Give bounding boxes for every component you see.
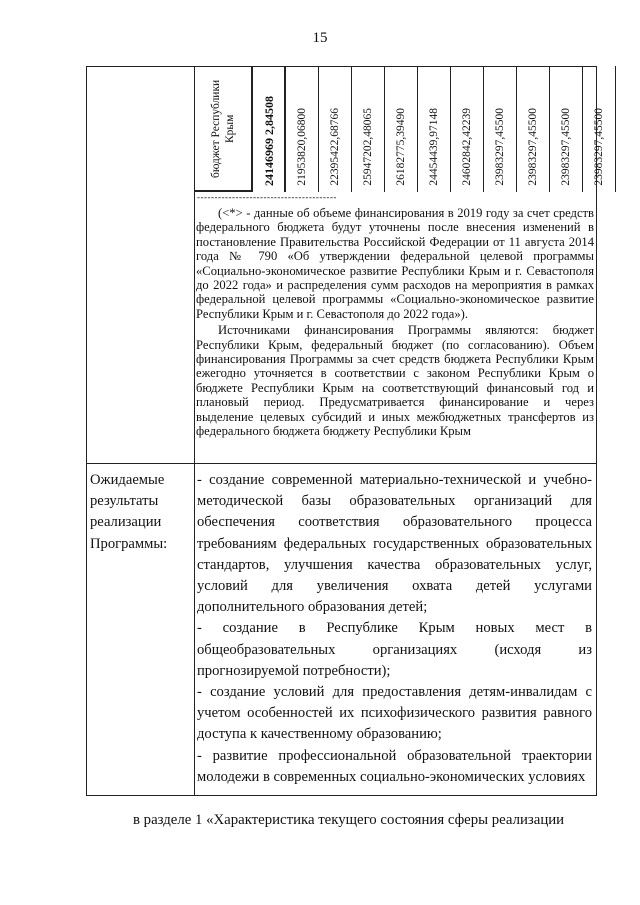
financing-notes <box>196 206 594 439</box>
budget-value: 25947202,48065 <box>362 108 374 186</box>
result-item: - развитие профессиональной образовательной траектории молодежи в современных социально-экономических условиях <box>197 747 592 785</box>
budget-cell <box>319 66 352 192</box>
budget-cell <box>451 66 484 192</box>
budget-cell <box>484 66 517 192</box>
financing-sources-paragraph: Источниками финансирования Программы являются: бюджет Республики Крым, федеральный бюджет (по согласованию). Объем финансирования Программы за счет средств бюджета Республики Крым ежегодно уточняется в соответствии с законом Республики Крым о бюджете Республики Крым на соответствующий финансовый год и плановый период. Предусматривается финансирование и через выделение целевых субсидий и иных межбюджетных трансфертов из федерального бюджета бюджету Республики Крым <box>196 323 594 439</box>
footnote-paragraph: (<*> - данные об объеме финансирования в 2019 году за счет средств федерального бюджета будут уточнены после внесения изменений в постановление Правительства Российской Федерации от 11 августа 2014 года № 790 «Об утверждении федеральной целевой программы «Социально-экономическое развитие Республики Крым и г. Севастополя до 2022 года» и распределения сумм расходов на мероприятия в рамках федеральной целевой программы «Социально-экономическое развитие Республики Крым и г. Севастополя до 2022 года»). <box>196 206 594 321</box>
row-divider <box>86 463 597 464</box>
budget-value: 24146969 2,84508 <box>261 96 276 186</box>
budget-value: 26182775,39490 <box>395 108 407 186</box>
footnote-separator: ---------------------------------------- <box>197 193 337 202</box>
budget-value: 24454439,97148 <box>428 108 440 186</box>
budget-header: бюджет Республики Крым <box>209 79 236 179</box>
budget-cell <box>517 66 550 192</box>
budget-table <box>194 66 616 192</box>
budget-cell <box>253 66 286 192</box>
budget-value: 23983297,45500 <box>527 108 539 186</box>
result-item: - создание условий для предоставления детям-инвалидам с учетом особенностей их психофизического развития равного доступа к качественному образованию; <box>197 684 592 743</box>
budget-cell <box>550 66 583 192</box>
budget-value: 23983297,45500 <box>593 108 605 186</box>
budget-cell <box>286 66 319 192</box>
budget-value: 24602842,42239 <box>461 108 473 186</box>
budget-value: 23983297,45500 <box>494 108 506 186</box>
budget-cell <box>583 66 616 192</box>
budget-cell <box>418 66 451 192</box>
expected-results <box>197 470 592 788</box>
budget-value: 21953820,06800 <box>296 108 308 186</box>
result-item: - создание в Республике Крым новых мест в общеобразовательных организациях (исходя из прогнозируемой потребности); <box>197 620 592 679</box>
budget-cell <box>352 66 385 192</box>
result-item: - создание современной материально-технической и учебно-методической базы образовательных организаций для обеспечения соответствия образовательного процесса требованиям федеральных государственных образовательных стандартов, улучшения качества образовательных услуг, условий для увеличения охвата детей услугами дополнительного образования детей; <box>197 472 592 616</box>
section-reference: в разделе 1 «Характеристика текущего состояния сферы реализации <box>133 812 565 828</box>
budget-header-cell <box>194 66 253 192</box>
budget-value: 22395422,68766 <box>329 108 341 186</box>
page-number: 15 <box>312 30 328 46</box>
budget-value: 23983297,45500 <box>560 108 572 186</box>
budget-cell <box>385 66 418 192</box>
results-label: Ожидаемые результаты реализации Программы: <box>90 472 168 552</box>
